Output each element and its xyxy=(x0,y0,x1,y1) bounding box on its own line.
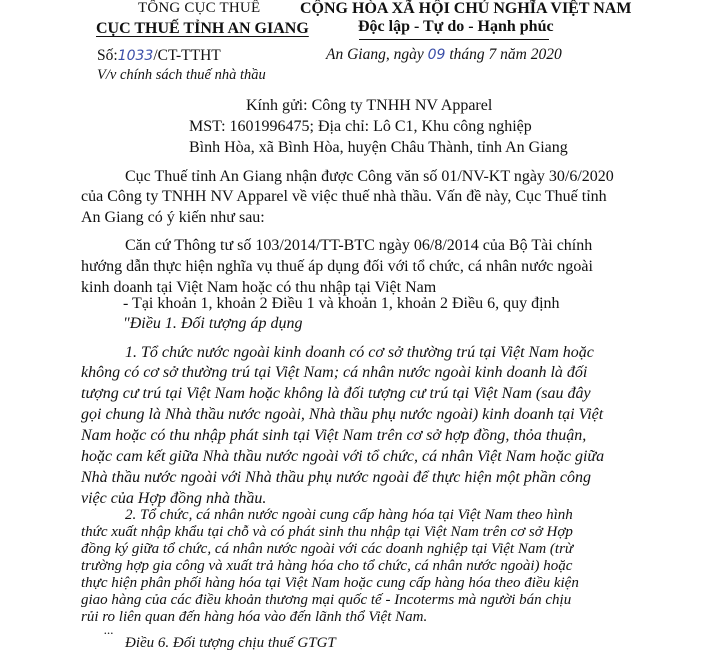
nation-title: CỘNG HÒA XÃ HỘI CHỦ NGHĨA VIỆT NAM xyxy=(300,0,632,17)
item1-line: việc của Hợp đồng nhà thầu. xyxy=(81,490,267,507)
item2-line: giao hàng của các điều khoản thương mại quốc tế - Incoterms mà người bán chịu xyxy=(81,592,572,608)
item2-line: đồng ký giữa tổ chức, cá nhân nước ngoài với các doanh nghiệp tại Việt Nam (trừ xyxy=(81,541,574,557)
basis-line: hướng dẫn thực hiện nghĩa vụ thuế áp dụng đối với tổ chức, cá nhân nước ngoài xyxy=(81,258,593,275)
item1-line: Nam hoặc có thu nhập phát sinh tại Việt Nam trên cơ sở hợp đồng, thỏa thuận, xyxy=(81,427,587,444)
item2-line: 2. Tổ chức, cá nhân nước ngoài cung cấp hàng hóa tại Việt Nam theo hình xyxy=(125,507,573,523)
item2-line: thức xuất nhập khẩu tại chỗ và có phát sinh thu nhập tại Việt Nam trên cơ sở Hợp xyxy=(81,524,573,540)
recipient-line: Bình Hòa, xã Bình Hòa, huyện Châu Thành, tỉnh An Giang xyxy=(189,139,568,156)
date-day-handwritten: 09 xyxy=(427,47,446,63)
item1-line: Nhà thầu nước ngoài với Nhà thầu phụ nước ngoài để thực hiện một phần công xyxy=(81,469,591,486)
motto-underline xyxy=(359,39,549,40)
recipient-line: MST: 1601996475; Địa chỉ: Lô C1, Khu công nghiệp xyxy=(189,118,532,135)
document-number-prefix: Số: xyxy=(97,47,118,64)
intro-line: An Giang có ý kiến như sau: xyxy=(81,209,265,226)
item1-line: không có cơ sở thường trú tại Việt Nam; cá nhân nước ngoài kinh doanh là đối xyxy=(81,364,588,381)
document-number-handwritten: 1033 xyxy=(117,48,154,64)
date-prefix: An Giang, ngày xyxy=(326,46,424,63)
date-suffix: tháng 7 năm 2020 xyxy=(449,46,562,63)
department-name: CỤC THUẾ TỈNH AN GIANG xyxy=(96,20,309,37)
article6-title: Điều 6. Đối tượng chịu thuế GTGT xyxy=(125,635,336,651)
basis-line: kinh doanh tại Việt Nam hoặc có thu nhập tại Việt Nam xyxy=(81,279,437,296)
item2-line: trường hợp gia công và xuất trả hàng hóa cho tổ chức, cá nhân nước ngoài) hoặc xyxy=(81,558,573,574)
recipient-line: Kính gửi: Công ty TNHH NV Apparel xyxy=(246,97,493,114)
item1-line: gọi chung là Nhà thầu nước ngoài, Nhà thầu phụ nước ngoài) kinh doanh tại Việt xyxy=(81,406,604,423)
ellipsis: ... xyxy=(104,622,114,637)
item2-line: thực hiện phân phối hàng hóa tại Việt Nam hoặc cung cấp hàng hóa theo điều kiện xyxy=(81,575,579,591)
item1-line: hoặc cam kết giữa Nhà thầu nước ngoài với tổ chức, cá nhân Việt Nam hoặc giữa xyxy=(81,448,605,465)
nation-motto: Độc lập - Tự do - Hạnh phúc xyxy=(358,18,554,35)
document-number xyxy=(97,47,221,65)
item2-line: rủi ro liên quan đến hàng hóa vào đến lãnh thổ Việt Nam. xyxy=(81,609,428,625)
basis-line: Căn cứ Thông tư số 103/2014/TT-BTC ngày 06/8/2014 của Bộ Tài chính xyxy=(125,237,593,254)
item1-line: tượng cư trú tại Việt Nam hoặc không là đối tượng cư trú tại Việt Nam (sau đây xyxy=(81,385,591,402)
item1-line: 1. Tổ chức nước ngoài kinh doanh có cơ sở thường trú tại Việt Nam hoặc xyxy=(125,344,594,361)
intro-line: Cục Thuế tỉnh An Giang nhận được Công văn số 01/NV-KT ngày 30/6/2020 xyxy=(125,168,614,185)
intro-line: của Công ty TNHH NV Apparel về việc thuế nhà thầu. Vấn đề này, Cục Thuế tỉnh xyxy=(81,188,607,205)
document-subject: V/v chính sách thuế nhà thầu xyxy=(97,67,266,83)
document-date xyxy=(326,46,562,64)
clause-reference: - Tại khoản 1, khoản 2 Điều 1 và khoản 1, khoản 2 Điều 6, quy định xyxy=(123,295,560,312)
article1-title: "Điều 1. Đối tượng áp dụng xyxy=(123,315,303,332)
agency-name: TỔNG CỤC THUẾ xyxy=(138,0,261,16)
document-number-suffix: /CT-TTHT xyxy=(153,47,221,64)
